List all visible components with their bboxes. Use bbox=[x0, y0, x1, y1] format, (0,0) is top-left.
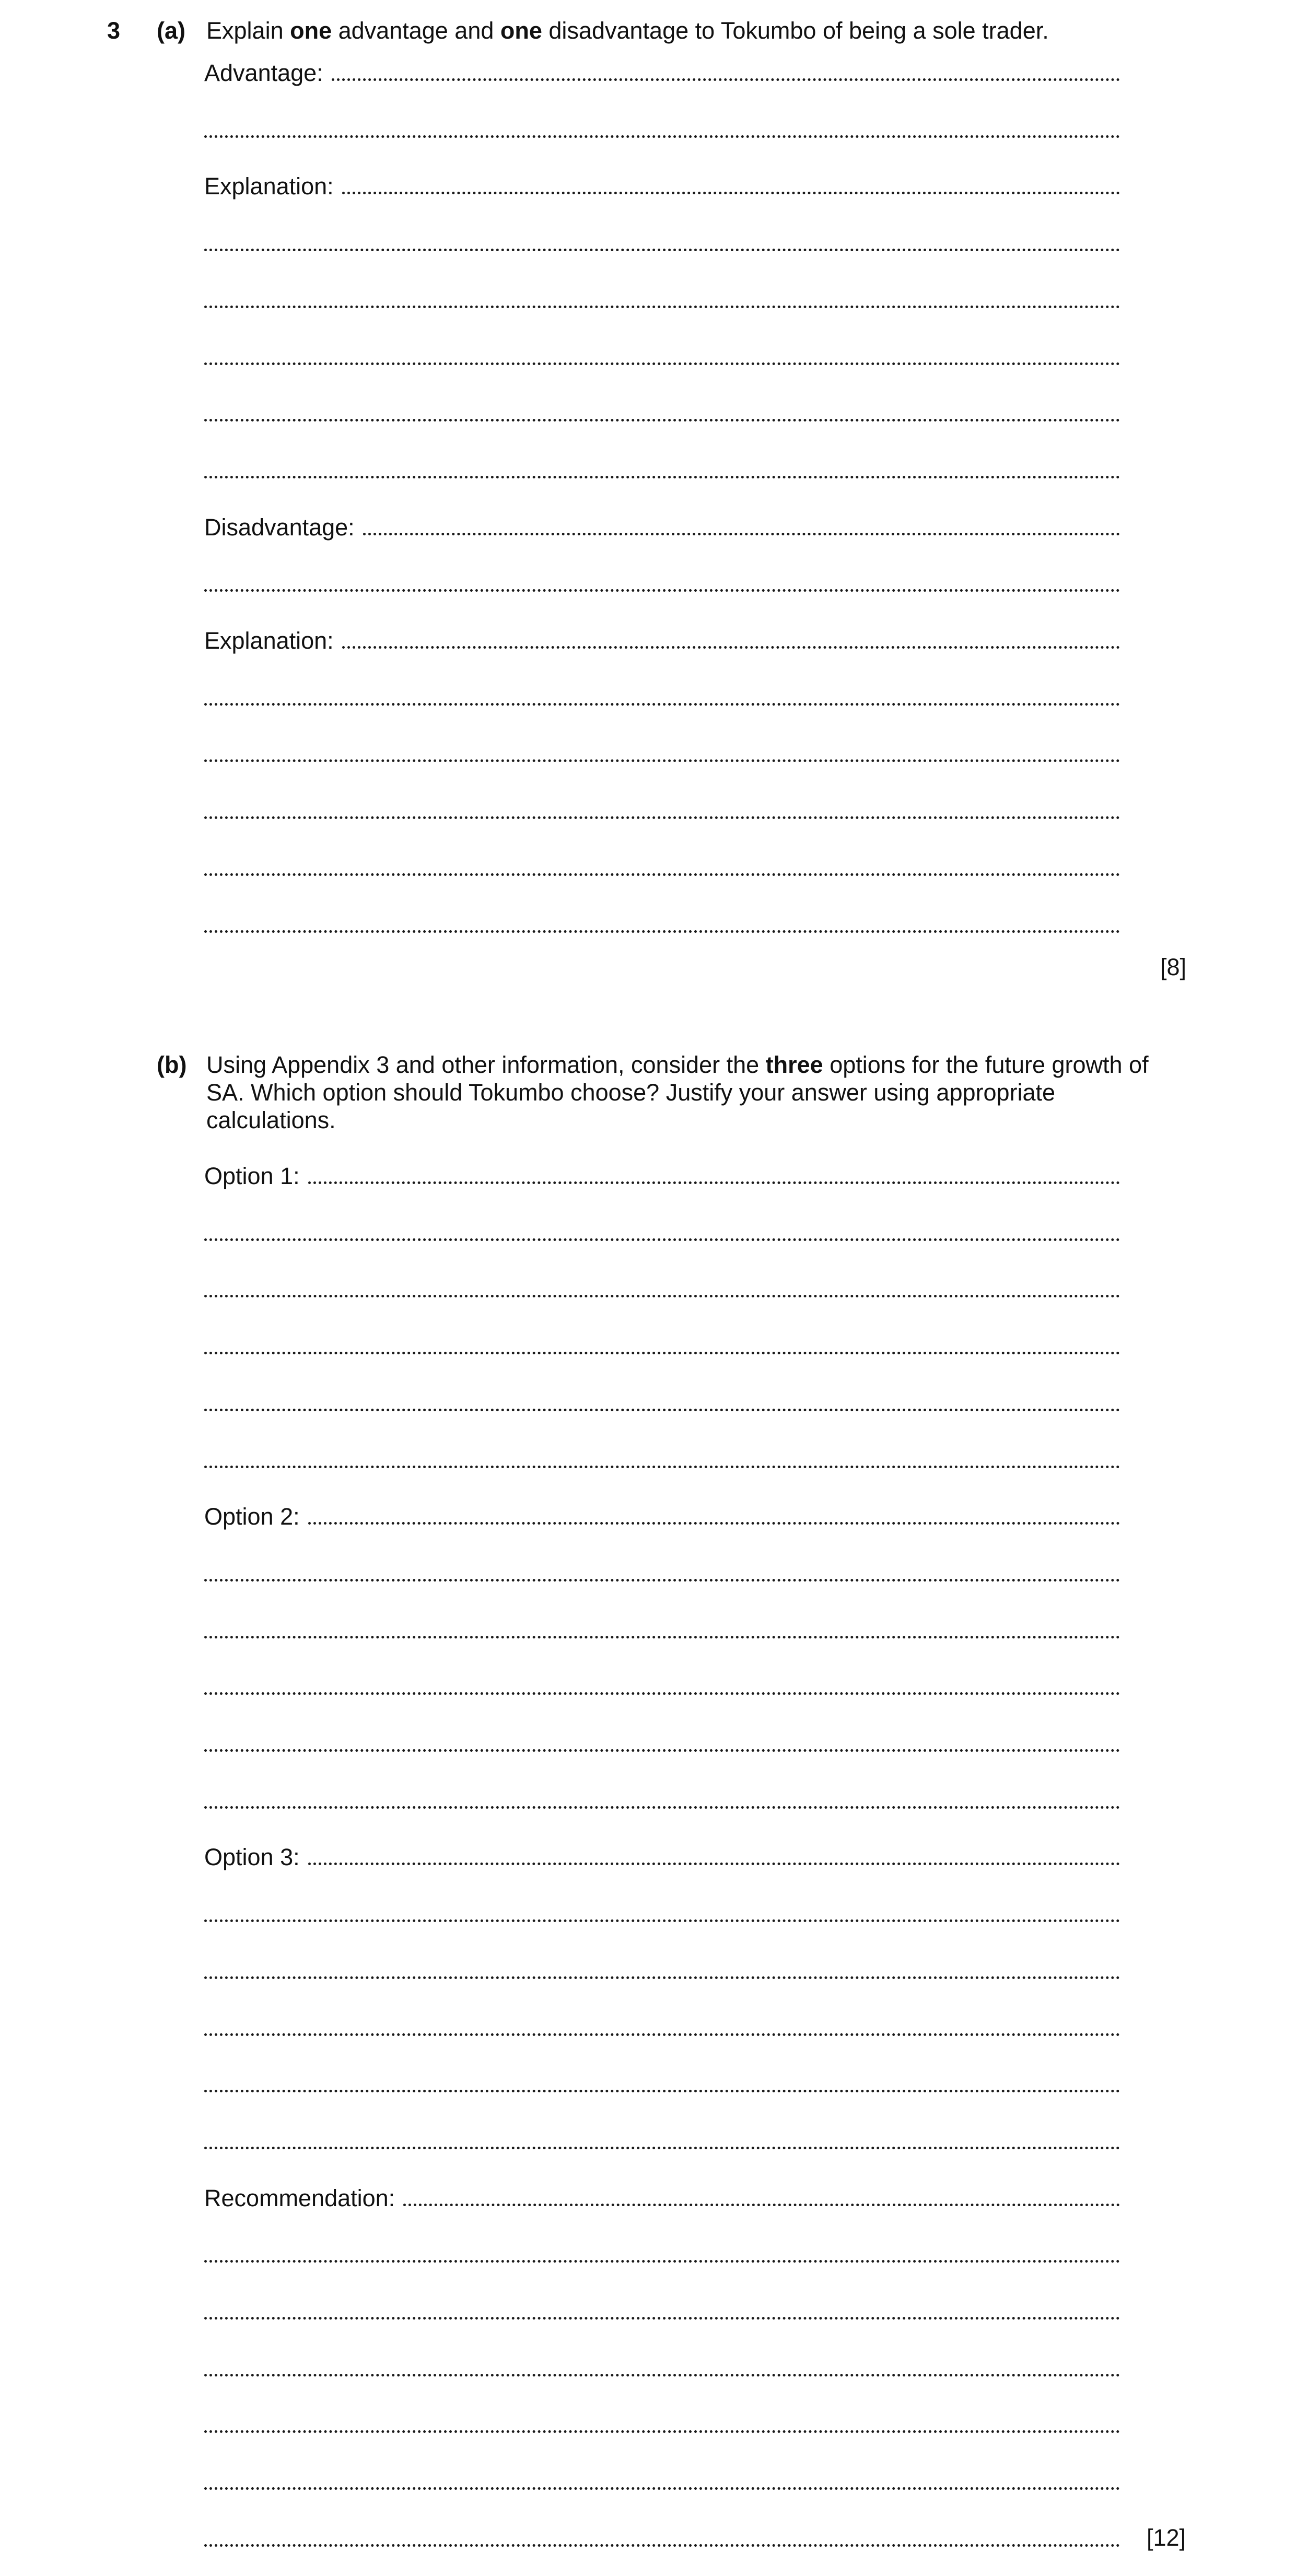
dotted-answer-rule[interactable] bbox=[204, 852, 1120, 876]
dotted-answer-rule[interactable] bbox=[204, 1217, 1120, 1241]
dotted-answer-rule[interactable] bbox=[403, 2183, 1120, 2206]
answer-line[interactable] bbox=[204, 2069, 1120, 2097]
question-number: 3 bbox=[107, 17, 121, 44]
answer-line[interactable] bbox=[204, 57, 1120, 86]
answer-line-label: Disadvantage: bbox=[204, 513, 355, 541]
dotted-answer-rule[interactable] bbox=[204, 285, 1120, 308]
answer-line[interactable] bbox=[204, 739, 1120, 767]
answer-line-label: Explanation: bbox=[204, 173, 334, 200]
answer-line[interactable] bbox=[204, 1274, 1120, 1302]
answer-line[interactable] bbox=[204, 852, 1120, 881]
answer-line[interactable] bbox=[204, 1558, 1120, 1586]
answer-line[interactable] bbox=[204, 342, 1120, 370]
answer-line[interactable] bbox=[204, 1671, 1120, 1700]
dotted-answer-rule[interactable] bbox=[204, 2012, 1120, 2036]
dotted-answer-rule[interactable] bbox=[204, 2523, 1120, 2547]
answer-line[interactable] bbox=[204, 1501, 1120, 1529]
part-a-marks: [8] bbox=[1160, 954, 1187, 980]
answer-line[interactable] bbox=[204, 1728, 1120, 1757]
dotted-answer-rule[interactable] bbox=[204, 342, 1120, 365]
answer-line[interactable] bbox=[204, 2523, 1120, 2551]
answer-line[interactable] bbox=[204, 909, 1120, 938]
answer-line[interactable] bbox=[204, 228, 1120, 256]
answer-line[interactable] bbox=[204, 1842, 1120, 1870]
dotted-answer-rule[interactable] bbox=[204, 1388, 1120, 1411]
dotted-answer-rule[interactable] bbox=[204, 2353, 1120, 2376]
dotted-answer-rule[interactable] bbox=[204, 2466, 1120, 2490]
answer-line[interactable] bbox=[204, 2239, 1120, 2267]
part-b-marks: [12] bbox=[1147, 2524, 1186, 2551]
answer-line-label: Recommendation: bbox=[204, 2184, 395, 2211]
answer-line[interactable] bbox=[204, 2409, 1120, 2438]
answer-line[interactable] bbox=[204, 171, 1120, 199]
answer-line[interactable] bbox=[204, 795, 1120, 824]
part-a-label: (a) bbox=[157, 17, 185, 44]
dotted-answer-rule[interactable] bbox=[308, 1161, 1120, 1184]
dotted-answer-rule[interactable] bbox=[204, 1331, 1120, 1354]
dotted-answer-rule[interactable] bbox=[308, 1842, 1120, 1865]
answer-line[interactable] bbox=[204, 2126, 1120, 2154]
answer-line[interactable] bbox=[204, 1785, 1120, 1813]
dotted-answer-rule[interactable] bbox=[204, 455, 1120, 478]
answer-line[interactable] bbox=[204, 2183, 1120, 2211]
dotted-answer-rule[interactable] bbox=[204, 795, 1120, 819]
dotted-answer-rule[interactable] bbox=[204, 2126, 1120, 2149]
part-b-question: Using Appendix 3 and other information, consider the three options for the future growth of SA. Which option should Tokumbo choose? Justify your answer using appropriate calculations. bbox=[206, 1051, 1149, 1133]
answer-line-label: Explanation: bbox=[204, 627, 334, 654]
dotted-answer-rule[interactable] bbox=[204, 1728, 1120, 1752]
dotted-answer-rule[interactable] bbox=[204, 1274, 1120, 1297]
answer-line[interactable] bbox=[204, 1331, 1120, 1359]
answer-line[interactable] bbox=[204, 568, 1120, 596]
dotted-answer-rule[interactable] bbox=[204, 398, 1120, 421]
answer-line-label: Option 3: bbox=[204, 1844, 300, 1871]
answer-line[interactable] bbox=[204, 1445, 1120, 1473]
dotted-answer-rule[interactable] bbox=[204, 568, 1120, 592]
answer-line[interactable] bbox=[204, 455, 1120, 483]
dotted-answer-rule[interactable] bbox=[204, 1899, 1120, 1922]
dotted-answer-rule[interactable] bbox=[204, 228, 1120, 251]
dotted-answer-rule[interactable] bbox=[332, 57, 1120, 81]
dotted-answer-rule[interactable] bbox=[204, 909, 1120, 933]
answer-line-label: Option 1: bbox=[204, 1163, 300, 1189]
answer-line[interactable] bbox=[204, 625, 1120, 653]
answer-line[interactable] bbox=[204, 512, 1120, 540]
dotted-answer-rule[interactable] bbox=[204, 1671, 1120, 1695]
answer-line[interactable] bbox=[204, 2353, 1120, 2381]
dotted-answer-rule[interactable] bbox=[204, 2296, 1120, 2320]
answer-line[interactable] bbox=[204, 682, 1120, 710]
part-a-question: Explain one advantage and one disadvantage to Tokumbo of being a sole trader. bbox=[206, 17, 1049, 44]
dotted-answer-rule[interactable] bbox=[204, 114, 1120, 138]
answer-line[interactable] bbox=[204, 2296, 1120, 2324]
dotted-answer-rule[interactable] bbox=[363, 512, 1120, 535]
dotted-answer-rule[interactable] bbox=[204, 682, 1120, 706]
dotted-answer-rule[interactable] bbox=[204, 1956, 1120, 1979]
dotted-answer-rule[interactable] bbox=[204, 1558, 1120, 1582]
part-b-label: (b) bbox=[157, 1051, 187, 1078]
dotted-answer-rule[interactable] bbox=[204, 2239, 1120, 2263]
answer-line[interactable] bbox=[204, 285, 1120, 313]
answer-line-label: Option 2: bbox=[204, 1503, 300, 1530]
dotted-answer-rule[interactable] bbox=[342, 625, 1120, 649]
answer-line[interactable] bbox=[204, 1615, 1120, 1643]
answer-line[interactable] bbox=[204, 2466, 1120, 2495]
answer-line[interactable] bbox=[204, 398, 1120, 426]
dotted-answer-rule[interactable] bbox=[308, 1501, 1120, 1525]
dotted-answer-rule[interactable] bbox=[204, 739, 1120, 762]
answer-line[interactable] bbox=[204, 1899, 1120, 1927]
answer-line[interactable] bbox=[204, 1217, 1120, 1246]
answer-line[interactable] bbox=[204, 1388, 1120, 1416]
dotted-answer-rule[interactable] bbox=[204, 2069, 1120, 2092]
answer-line[interactable] bbox=[204, 1956, 1120, 1984]
dotted-answer-rule[interactable] bbox=[204, 2409, 1120, 2433]
answer-line[interactable] bbox=[204, 114, 1120, 143]
dotted-answer-rule[interactable] bbox=[204, 1785, 1120, 1809]
dotted-answer-rule[interactable] bbox=[204, 1445, 1120, 1468]
answer-line-label: Advantage: bbox=[204, 60, 323, 86]
dotted-answer-rule[interactable] bbox=[342, 171, 1120, 194]
answer-line[interactable] bbox=[204, 2012, 1120, 2041]
dotted-answer-rule[interactable] bbox=[204, 1615, 1120, 1638]
answer-line[interactable] bbox=[204, 1161, 1120, 1189]
